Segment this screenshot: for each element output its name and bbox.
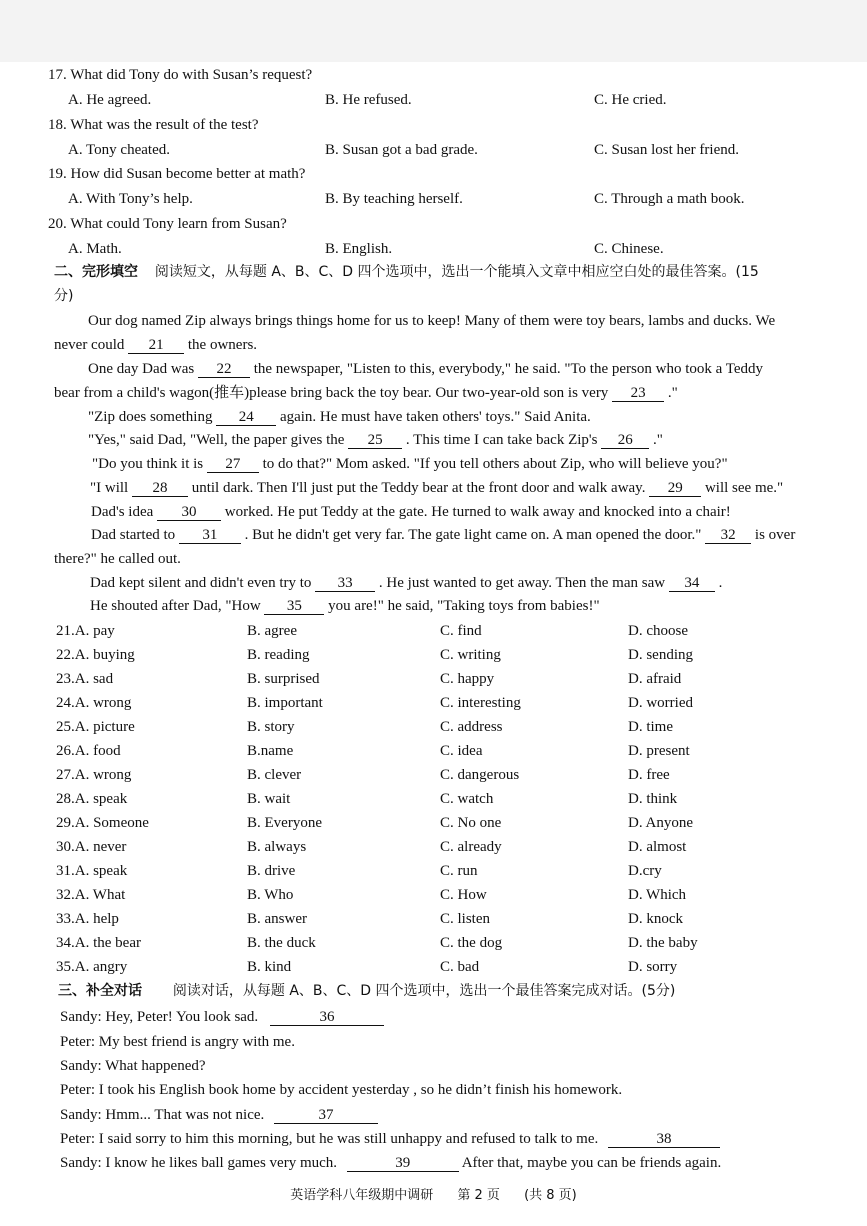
text: After that, maybe you can be friends again. xyxy=(461,1155,722,1171)
passage-line-12 xyxy=(90,574,722,592)
option-35-c: C. bad xyxy=(440,959,480,975)
q20-option-a: A. Math. xyxy=(68,241,122,257)
dialogue-line-7 xyxy=(60,1154,721,1172)
option-26-b: B.name xyxy=(247,743,294,759)
text: you are!" he said, "Taking toys from babies!" xyxy=(328,598,600,614)
blank-22: 22 xyxy=(198,362,250,378)
option-26-c: C. idea xyxy=(440,743,483,759)
option-31-c: C. run xyxy=(440,863,478,879)
blank-39: 39 xyxy=(347,1156,459,1172)
q17-option-c: C. He cried. xyxy=(594,92,667,108)
dialogue-line-1 xyxy=(60,1008,384,1026)
section-2-title: 二、完形填空 xyxy=(54,264,138,280)
dialogue-line-4: Peter: I took his English book home by accident yesterday , so he didn’t finish his homework. xyxy=(60,1082,623,1098)
text: He shouted after Dad, "How xyxy=(90,598,261,614)
blank-32: 32 xyxy=(705,528,751,544)
option-29-b: B. Everyone xyxy=(247,815,322,831)
blank-21: 21 xyxy=(128,338,184,354)
dialogue-line-6 xyxy=(60,1130,720,1148)
passage-line-9 xyxy=(91,503,731,521)
section-3-heading xyxy=(58,983,675,1000)
blank-33: 33 xyxy=(315,576,375,592)
blank-34: 34 xyxy=(669,576,715,592)
text: never could xyxy=(54,337,125,353)
option-34-c: C. the dog xyxy=(440,935,503,951)
option-22-a: 22.A. buying xyxy=(56,647,135,663)
blank-27: 27 xyxy=(207,457,259,473)
passage-line-1: Our dog named Zip always brings things home for us to keep! Many of them were toy bears, lambs and ducks. We xyxy=(88,313,776,329)
text: Sandy: I know he likes ball games very much. xyxy=(60,1155,338,1171)
option-22-c: C. writing xyxy=(440,647,501,663)
option-24-c: C. interesting xyxy=(440,695,521,711)
text: . This time I can take back Zip's xyxy=(405,432,598,448)
q18-option-c: C. Susan lost her friend. xyxy=(594,142,739,158)
q19-option-b: B. By teaching herself. xyxy=(325,191,463,207)
text: . But he didn't get very far. The gate light came on. A man opened the door." xyxy=(244,527,702,543)
question-19: 19. How did Susan become better at math? xyxy=(48,166,306,182)
option-28-d: D. think xyxy=(628,791,678,807)
option-31-d: D.cry xyxy=(628,863,662,879)
text: "Zip does something xyxy=(88,409,213,425)
section-3-instruction: 阅读对话，从每题 A、B、C、D 四个选项中，选出一个最佳答案完成对话。(5分) xyxy=(172,983,676,999)
text: Dad started to xyxy=(91,527,176,543)
blank-38: 38 xyxy=(608,1132,720,1148)
q19-option-a: A. With Tony’s help. xyxy=(68,191,193,207)
passage-line-2 xyxy=(54,336,257,354)
text: bear from a child's wagon(推车)please bring back the toy bear. Our two-year-old son is very xyxy=(54,385,609,401)
option-26-a: 26.A. food xyxy=(56,743,121,759)
option-32-d: D. Which xyxy=(628,887,687,903)
option-29-c: C. No one xyxy=(440,815,502,831)
passage-line-10 xyxy=(91,526,795,544)
passage-line-7 xyxy=(92,455,728,473)
option-28-a: 28.A. speak xyxy=(56,791,128,807)
option-35-b: B. kind xyxy=(247,959,292,975)
option-25-b: B. story xyxy=(247,719,295,735)
option-21-b: B. agree xyxy=(247,623,297,639)
option-30-a: 30.A. never xyxy=(56,839,127,855)
text: the newspaper, "Listen to this, everybody," he said. "To the person who took a Teddy xyxy=(253,361,764,377)
text: Dad kept silent and didn't even try to xyxy=(90,575,312,591)
option-21-c: C. find xyxy=(440,623,482,639)
blank-28: 28 xyxy=(132,481,188,497)
q20-option-c: C. Chinese. xyxy=(594,241,664,257)
text: One day Dad was xyxy=(88,361,195,377)
option-33-c: C. listen xyxy=(440,911,491,927)
section-3-title: 三、补全对话 xyxy=(58,983,142,999)
text: . xyxy=(718,575,723,591)
question-20: 20. What could Tony learn from Susan? xyxy=(48,216,287,232)
option-26-d: D. present xyxy=(628,743,690,759)
text: is over xyxy=(754,527,796,543)
blank-23: 23 xyxy=(612,386,664,402)
option-34-d: D. the baby xyxy=(628,935,698,951)
passage-line-8 xyxy=(90,479,783,497)
blank-37: 37 xyxy=(274,1108,378,1124)
option-27-d: D. free xyxy=(628,767,670,783)
dialogue-line-5 xyxy=(60,1106,378,1124)
text: again. He must have taken others' toys." Said Anita. xyxy=(279,409,591,425)
text: Sandy: Hmm... That was not nice. xyxy=(60,1107,265,1123)
option-23-c: C. happy xyxy=(440,671,495,687)
passage-line-4 xyxy=(54,384,678,402)
option-34-b: B. the duck xyxy=(247,935,316,951)
option-27-c: C. dangerous xyxy=(440,767,520,783)
option-23-b: B. surprised xyxy=(247,671,320,687)
section-2-instruction-cont: 分) xyxy=(54,288,74,304)
blank-26: 26 xyxy=(601,433,649,449)
dialogue-line-2: Peter: My best friend is angry with me. xyxy=(60,1034,295,1050)
blank-31: 31 xyxy=(179,528,241,544)
passage-line-5 xyxy=(88,408,591,426)
text: worked. He put Teddy at the gate. He turned to walk away and knocked into a chair! xyxy=(224,504,731,520)
option-22-d: D. sending xyxy=(628,647,693,663)
option-32-a: 32.A. What xyxy=(56,887,126,903)
blank-29: 29 xyxy=(649,481,701,497)
option-29-a: 29.A. Someone xyxy=(56,815,149,831)
option-33-a: 33.A. help xyxy=(56,911,119,927)
dialogue-line-3: Sandy: What happened? xyxy=(60,1058,206,1074)
passage-line-11: there?" he called out. xyxy=(54,551,181,567)
q19-option-c: C. Through a math book. xyxy=(594,191,745,207)
option-24-b: B. important xyxy=(247,695,323,711)
option-33-d: D. knock xyxy=(628,911,683,927)
option-25-c: C. address xyxy=(440,719,503,735)
footer-total-pages: (共 8 页) xyxy=(524,1188,577,1203)
text: until dark. Then I'll just put the Teddy bear at the front door and walk away. xyxy=(191,480,646,496)
section-2-heading xyxy=(54,264,759,281)
footer-page-number: 第 2 页 xyxy=(457,1188,500,1203)
passage-line-13 xyxy=(90,597,600,615)
section-2-instruction: 阅读短文，从每题 A、B、C、D 四个选项中，选出一个能填入文章中相应空白处的最佳答案。(15 xyxy=(154,264,759,280)
text: "I will xyxy=(90,480,129,496)
option-22-b: B. reading xyxy=(247,647,310,663)
option-25-a: 25.A. picture xyxy=(56,719,135,735)
option-21-d: D. choose xyxy=(628,623,688,639)
option-27-a: 27.A. wrong xyxy=(56,767,132,783)
blank-25: 25 xyxy=(348,433,402,449)
option-28-c: C. watch xyxy=(440,791,494,807)
option-21-a: 21.A. pay xyxy=(56,623,115,639)
q18-option-b: B. Susan got a bad grade. xyxy=(325,142,478,158)
option-32-b: B. Who xyxy=(247,887,294,903)
option-30-b: B. always xyxy=(247,839,307,855)
text: . He just wanted to get away. Then the man saw xyxy=(378,575,666,591)
text: Dad's idea xyxy=(91,504,154,520)
text: ." xyxy=(667,385,678,401)
option-25-d: D. time xyxy=(628,719,673,735)
option-24-a: 24.A. wrong xyxy=(56,695,132,711)
text: to do that?" Mom asked. "If you tell others about Zip, who will believe you?" xyxy=(262,456,728,472)
option-30-d: D. almost xyxy=(628,839,687,855)
blank-24: 24 xyxy=(216,410,276,426)
text: "Do you think it is xyxy=(92,456,204,472)
text: Sandy: Hey, Peter! You look sad. xyxy=(60,1009,259,1025)
option-24-d: D. worried xyxy=(628,695,693,711)
option-28-b: B. wait xyxy=(247,791,291,807)
passage-line-6 xyxy=(88,431,663,449)
q17-option-a: A. He agreed. xyxy=(68,92,152,108)
option-32-c: C. How xyxy=(440,887,487,903)
page-footer xyxy=(0,1188,867,1204)
blank-35: 35 xyxy=(264,599,324,615)
option-27-b: B. clever xyxy=(247,767,302,783)
text: the owners. xyxy=(187,337,258,353)
option-31-a: 31.A. speak xyxy=(56,863,128,879)
question-17: 17. What did Tony do with Susan’s request? xyxy=(48,67,313,83)
option-30-c: C. already xyxy=(440,839,502,855)
footer-subject: 英语学科八年级期中调研 xyxy=(290,1188,434,1203)
text: will see me." xyxy=(704,480,784,496)
blank-36: 36 xyxy=(270,1010,384,1026)
option-29-d: D. Anyone xyxy=(628,815,693,831)
text: ." xyxy=(652,432,663,448)
q20-option-b: B. English. xyxy=(325,241,393,257)
option-31-b: B. drive xyxy=(247,863,296,879)
q18-option-a: A. Tony cheated. xyxy=(68,142,170,158)
option-35-a: 35.A. angry xyxy=(56,959,128,975)
option-34-a: 34.A. the bear xyxy=(56,935,141,951)
option-23-a: 23.A. sad xyxy=(56,671,114,687)
top-shadow xyxy=(0,0,867,62)
text: "Yes," said Dad, "Well, the paper gives the xyxy=(88,432,345,448)
q17-option-b: B. He refused. xyxy=(325,92,412,108)
question-18: 18. What was the result of the test? xyxy=(48,117,259,133)
option-23-d: D. afraid xyxy=(628,671,682,687)
text: Peter: I said sorry to him this morning, but he was still unhappy and refused to talk to me. xyxy=(60,1131,599,1147)
passage-line-3 xyxy=(88,360,763,378)
blank-30: 30 xyxy=(157,505,221,521)
option-35-d: D. sorry xyxy=(628,959,678,975)
option-33-b: B. answer xyxy=(247,911,307,927)
